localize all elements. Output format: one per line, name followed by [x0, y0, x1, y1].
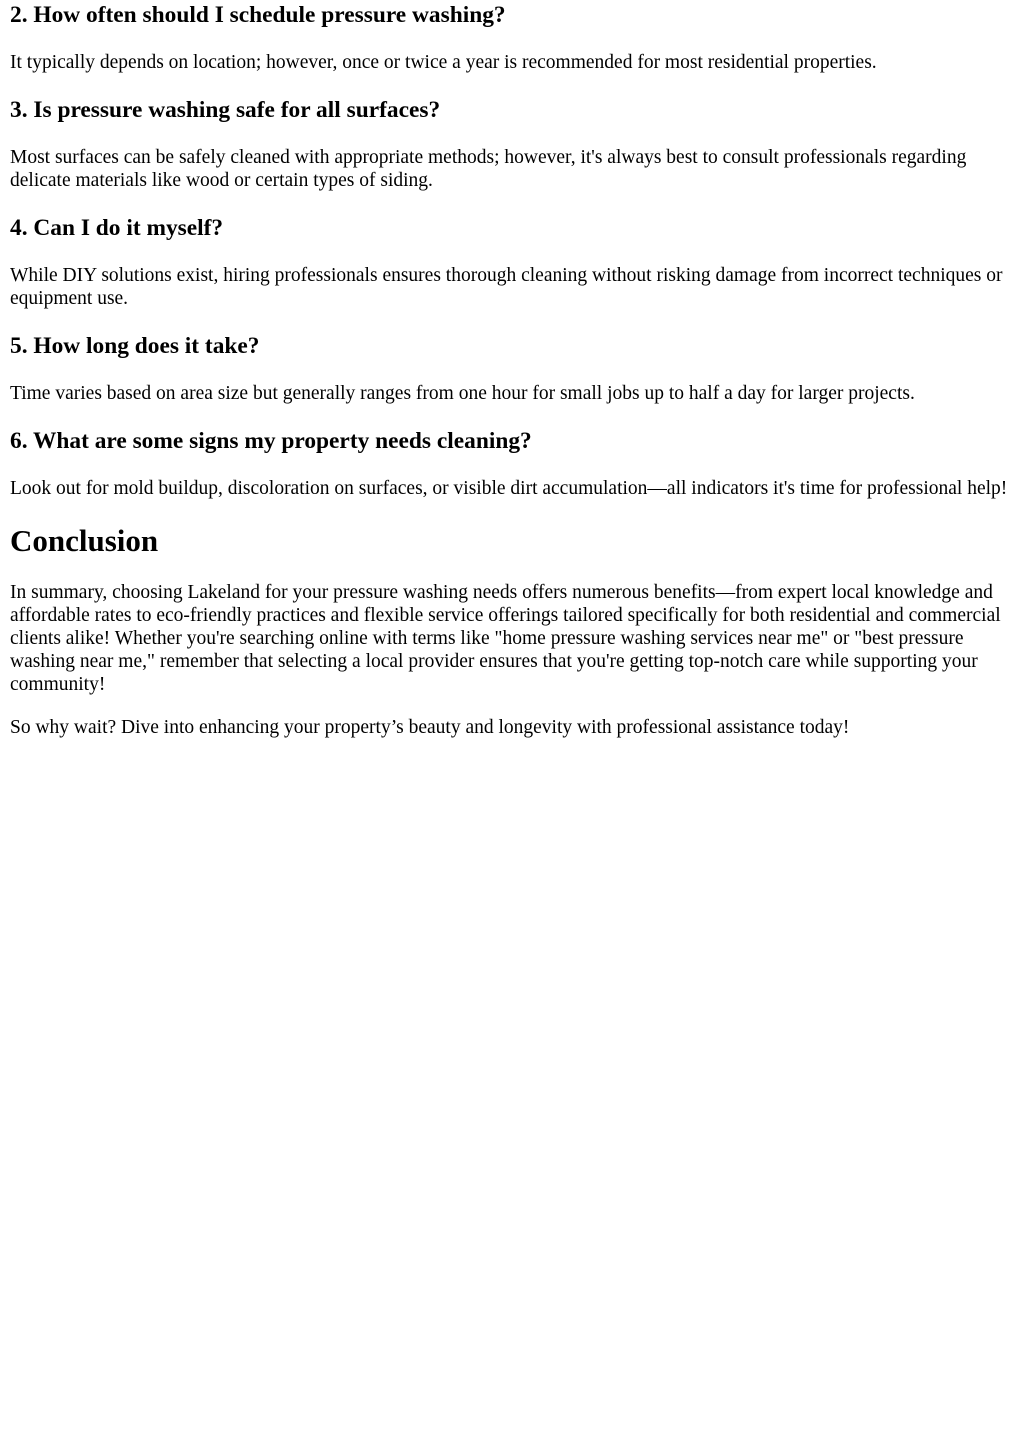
faq-answer-6: Look out for mold buildup, discoloration on surfaces, or visible dirt accumulation—all indicators it's time for professional help!	[10, 478, 1008, 499]
conclusion-heading: Conclusion	[10, 523, 159, 558]
faq-answer-4: While DIY solutions exist, hiring professionals ensures thorough cleaning without risking damage from incorrect techniques or equipment use.	[10, 265, 1003, 309]
faq-question-6: 6. What are some signs my property needs cleaning?	[10, 428, 532, 454]
faq-answer-2: It typically depends on location; however, once or twice a year is recommended for most residential properties.	[10, 52, 877, 73]
faq-question-3: 3. Is pressure washing safe for all surfaces?	[10, 97, 441, 123]
conclusion-paragraph-summary: In summary, choosing Lakeland for your pressure washing needs offers numerous benefits—from expert local knowledge and affordable rates to eco-friendly practices and flexible service offerings tailored specifically for both residential and commercial clients alike! Whether you're searching online with terms like "home pressure washing services near me" or "best pressure washing near me," remember that selecting a local provider ensures that you're getting top-notch care while supporting your community!	[10, 582, 1001, 695]
faq-answer-3: Most surfaces can be safely cleaned with appropriate methods; however, it's always best to consult professionals regarding delicate materials like wood or certain types of siding.	[10, 147, 967, 191]
faq-question-5: 5. How long does it take?	[10, 333, 260, 359]
conclusion-paragraph-closing: So why wait? Dive into enhancing your property’s beauty and longevity with professional assistance today!	[10, 717, 850, 738]
faq-answer-5: Time varies based on area size but generally ranges from one hour for small jobs up to half a day for larger projects.	[10, 383, 915, 404]
faq-question-4: 4. Can I do it myself?	[10, 215, 224, 241]
faq-question-2: 2. How often should I schedule pressure washing?	[10, 2, 506, 28]
